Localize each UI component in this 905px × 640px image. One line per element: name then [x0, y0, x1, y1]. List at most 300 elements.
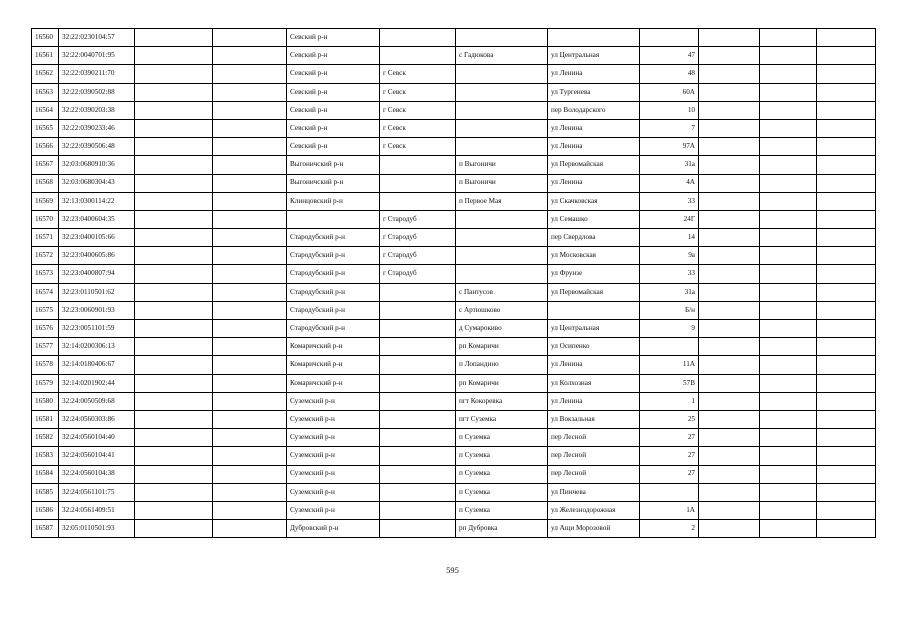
house-number-cell: 31а [640, 283, 699, 301]
settlement-cell: с Пантусов [456, 283, 548, 301]
district-cell: Севский р-н [287, 29, 380, 47]
cadastral-number-cell: 32:23:0051101:59 [59, 320, 135, 338]
empty-cell [760, 83, 817, 101]
street-cell: ул Московская [548, 247, 640, 265]
table-row [32, 338, 876, 356]
empty-cell [699, 229, 760, 247]
town-cell [380, 429, 456, 447]
record-number-cell: 16575 [32, 301, 59, 319]
empty-cell [699, 65, 760, 83]
empty-cell [699, 156, 760, 174]
empty-cell [213, 156, 287, 174]
empty-cell [817, 392, 876, 410]
table-body [32, 29, 876, 538]
empty-cell [135, 138, 213, 156]
settlement-cell: п Лопандино [456, 356, 548, 374]
town-cell [380, 338, 456, 356]
record-number-cell: 16566 [32, 138, 59, 156]
empty-cell [135, 265, 213, 283]
table-row [32, 47, 876, 65]
street-cell: ул Ащи Морозовой [548, 520, 640, 538]
house-number-cell: 24Г [640, 210, 699, 228]
settlement-cell [456, 65, 548, 83]
table-row [32, 447, 876, 465]
record-number-cell: 16582 [32, 429, 59, 447]
street-cell: пер Лесной [548, 429, 640, 447]
house-number-cell: 33 [640, 265, 699, 283]
cadastral-number-cell: 32:23:0400807:94 [59, 265, 135, 283]
empty-cell [135, 501, 213, 519]
empty-cell [135, 229, 213, 247]
empty-cell [817, 447, 876, 465]
empty-cell [699, 47, 760, 65]
empty-cell [699, 138, 760, 156]
cadastral-number-cell: 32:24:0561409:51 [59, 501, 135, 519]
settlement-cell: д Сумарокиво [456, 320, 548, 338]
cadastral-number-cell: 32:03:0680304:43 [59, 174, 135, 192]
empty-cell [699, 174, 760, 192]
table-row [32, 210, 876, 228]
empty-cell [817, 483, 876, 501]
house-number-cell: 27 [640, 447, 699, 465]
settlement-cell: рп Дубровка [456, 520, 548, 538]
town-cell [380, 356, 456, 374]
town-cell: г Стародуб [380, 229, 456, 247]
empty-cell [760, 356, 817, 374]
empty-cell [760, 392, 817, 410]
empty-cell [699, 447, 760, 465]
empty-cell [817, 101, 876, 119]
settlement-cell: п Суземка [456, 501, 548, 519]
empty-cell [213, 520, 287, 538]
cadastral-number-cell: 32:03:0680910:36 [59, 156, 135, 174]
empty-cell [760, 283, 817, 301]
empty-cell [760, 520, 817, 538]
record-number-cell: 16580 [32, 392, 59, 410]
table-row [32, 283, 876, 301]
table-row [32, 119, 876, 137]
town-cell [380, 392, 456, 410]
empty-cell [760, 374, 817, 392]
empty-cell [817, 65, 876, 83]
empty-cell [817, 174, 876, 192]
record-number-cell: 16561 [32, 47, 59, 65]
settlement-cell: п Выгоничи [456, 156, 548, 174]
cadastral-number-cell: 32:23:0060901:93 [59, 301, 135, 319]
empty-cell [760, 229, 817, 247]
house-number-cell: 48 [640, 65, 699, 83]
cadastral-number-cell: 32:24:0560303:86 [59, 410, 135, 428]
town-cell [380, 192, 456, 210]
street-cell [548, 29, 640, 47]
empty-cell [699, 338, 760, 356]
street-cell: пер Володарского [548, 101, 640, 119]
settlement-cell [456, 229, 548, 247]
district-cell: Суземский р-н [287, 465, 380, 483]
district-cell: Клинцовский р-н [287, 192, 380, 210]
street-cell: ул Первомайская [548, 156, 640, 174]
empty-cell [135, 374, 213, 392]
record-number-cell: 16568 [32, 174, 59, 192]
district-cell: Севский р-н [287, 47, 380, 65]
town-cell [380, 374, 456, 392]
district-cell: Дубровский р-н [287, 520, 380, 538]
table-row [32, 429, 876, 447]
empty-cell [817, 356, 876, 374]
empty-cell [760, 301, 817, 319]
table-row [32, 320, 876, 338]
empty-cell [760, 156, 817, 174]
empty-cell [760, 320, 817, 338]
town-cell [380, 465, 456, 483]
district-cell: Севский р-н [287, 138, 380, 156]
street-cell: ул Ленина [548, 174, 640, 192]
empty-cell [213, 483, 287, 501]
empty-cell [135, 101, 213, 119]
cadastral-number-cell: 32:24:0560104:38 [59, 465, 135, 483]
town-cell [380, 447, 456, 465]
empty-cell [213, 392, 287, 410]
settlement-cell: п Суземка [456, 447, 548, 465]
cadastral-number-cell: 32:22:0040701:95 [59, 47, 135, 65]
settlement-cell: п Суземка [456, 429, 548, 447]
district-cell: Стародубский р-н [287, 283, 380, 301]
empty-cell [760, 119, 817, 137]
empty-cell [213, 138, 287, 156]
street-cell: ул Вокзальная [548, 410, 640, 428]
house-number-cell: 27 [640, 465, 699, 483]
empty-cell [760, 29, 817, 47]
empty-cell [213, 356, 287, 374]
empty-cell [699, 501, 760, 519]
empty-cell [699, 392, 760, 410]
record-number-cell: 16576 [32, 320, 59, 338]
record-number-cell: 16570 [32, 210, 59, 228]
table-row [32, 374, 876, 392]
empty-cell [213, 429, 287, 447]
empty-cell [699, 301, 760, 319]
house-number-cell: 25 [640, 410, 699, 428]
record-number-cell: 16579 [32, 374, 59, 392]
table-row [32, 83, 876, 101]
record-number-cell: 16578 [32, 356, 59, 374]
house-number-cell: 33 [640, 192, 699, 210]
empty-cell [135, 429, 213, 447]
street-cell: ул Колхозная [548, 374, 640, 392]
empty-cell [699, 192, 760, 210]
empty-cell [760, 101, 817, 119]
empty-cell [760, 410, 817, 428]
settlement-cell: рп Комаричи [456, 374, 548, 392]
town-cell [380, 301, 456, 319]
empty-cell [817, 429, 876, 447]
empty-cell [760, 501, 817, 519]
cadastral-number-cell: 32:23:0400605:86 [59, 247, 135, 265]
house-number-cell: 57В [640, 374, 699, 392]
empty-cell [213, 501, 287, 519]
house-number-cell: 47 [640, 47, 699, 65]
table-row [32, 101, 876, 119]
cadastral-number-cell: 32:22:0390506:48 [59, 138, 135, 156]
record-number-cell: 16572 [32, 247, 59, 265]
table-row [32, 247, 876, 265]
empty-cell [817, 265, 876, 283]
settlement-cell [456, 83, 548, 101]
cadastral-number-cell: 32:14:0180406:67 [59, 356, 135, 374]
table-row [32, 229, 876, 247]
empty-cell [817, 156, 876, 174]
town-cell [380, 520, 456, 538]
empty-cell [213, 301, 287, 319]
empty-cell [699, 247, 760, 265]
empty-cell [699, 265, 760, 283]
empty-cell [135, 210, 213, 228]
settlement-cell [456, 210, 548, 228]
empty-cell [213, 47, 287, 65]
street-cell: пер Лесной [548, 447, 640, 465]
table-row [32, 520, 876, 538]
empty-cell [135, 483, 213, 501]
empty-cell [135, 447, 213, 465]
empty-cell [135, 156, 213, 174]
cadastral-number-cell: 32:24:0560104:40 [59, 429, 135, 447]
table-row [32, 29, 876, 47]
district-cell: Стародубский р-н [287, 301, 380, 319]
cadastral-number-cell: 32:24:0050509:68 [59, 392, 135, 410]
settlement-cell: с Гадюкова [456, 47, 548, 65]
table-row [32, 465, 876, 483]
empty-cell [699, 429, 760, 447]
town-cell [380, 29, 456, 47]
cadastral-number-cell: 32:22:0390502:88 [59, 83, 135, 101]
empty-cell [699, 320, 760, 338]
empty-cell [760, 447, 817, 465]
settlement-cell: п Суземка [456, 465, 548, 483]
town-cell [380, 156, 456, 174]
district-cell: Стародубский р-н [287, 265, 380, 283]
empty-cell [817, 501, 876, 519]
page-number: 595 [446, 565, 459, 575]
house-number-cell: 97А [640, 138, 699, 156]
empty-cell [213, 447, 287, 465]
street-cell: ул Центральная [548, 47, 640, 65]
empty-cell [699, 520, 760, 538]
empty-cell [213, 174, 287, 192]
settlement-cell [456, 265, 548, 283]
cadastral-number-cell: 32:13:0300114:22 [59, 192, 135, 210]
empty-cell [135, 29, 213, 47]
record-number-cell: 16560 [32, 29, 59, 47]
record-number-cell: 16567 [32, 156, 59, 174]
table-row [32, 174, 876, 192]
town-cell [380, 410, 456, 428]
cadastral-number-cell: 32:22:0390233:46 [59, 119, 135, 137]
house-number-cell: 7 [640, 119, 699, 137]
record-number-cell: 16564 [32, 101, 59, 119]
cadastral-number-cell: 32:05:0110501:93 [59, 520, 135, 538]
empty-cell [817, 465, 876, 483]
record-number-cell: 16565 [32, 119, 59, 137]
table-row [32, 410, 876, 428]
settlement-cell: пгт Кокоревка [456, 392, 548, 410]
empty-cell [213, 410, 287, 428]
empty-cell [213, 29, 287, 47]
house-number-cell: 11А [640, 356, 699, 374]
table-row [32, 192, 876, 210]
empty-cell [817, 138, 876, 156]
empty-cell [760, 465, 817, 483]
house-number-cell: 14 [640, 229, 699, 247]
empty-cell [135, 392, 213, 410]
house-number-cell: 1А [640, 501, 699, 519]
cadastral-number-cell: 32:23:0400604:35 [59, 210, 135, 228]
empty-cell [817, 283, 876, 301]
empty-cell [699, 356, 760, 374]
town-cell: г Севск [380, 119, 456, 137]
street-cell: ул Скачковская [548, 192, 640, 210]
house-number-cell [640, 483, 699, 501]
cadastral-number-cell: 32:23:0400105:66 [59, 229, 135, 247]
record-number-cell: 16586 [32, 501, 59, 519]
town-cell [380, 501, 456, 519]
empty-cell [213, 265, 287, 283]
record-number-cell: 16584 [32, 465, 59, 483]
empty-cell [760, 65, 817, 83]
street-cell: ул Ленина [548, 65, 640, 83]
street-cell: ул Железнодорожная [548, 501, 640, 519]
empty-cell [817, 119, 876, 137]
house-number-cell: 27 [640, 429, 699, 447]
settlement-cell: п Первое Мая [456, 192, 548, 210]
cadastral-number-cell: 32:14:0200306:13 [59, 338, 135, 356]
district-cell: Стародубский р-н [287, 320, 380, 338]
town-cell: г Стародуб [380, 265, 456, 283]
town-cell [380, 483, 456, 501]
street-cell: ул Ленина [548, 356, 640, 374]
house-number-cell [640, 29, 699, 47]
table-row [32, 356, 876, 374]
empty-cell [135, 520, 213, 538]
record-number-cell: 16563 [32, 83, 59, 101]
empty-cell [817, 320, 876, 338]
empty-cell [817, 210, 876, 228]
district-cell: Комаричский р-н [287, 356, 380, 374]
empty-cell [213, 283, 287, 301]
empty-cell [760, 429, 817, 447]
district-cell: Стародубский р-н [287, 229, 380, 247]
town-cell [380, 174, 456, 192]
district-cell: Суземский р-н [287, 410, 380, 428]
property-register-table [31, 28, 876, 538]
empty-cell [760, 210, 817, 228]
table-row [32, 65, 876, 83]
empty-cell [699, 101, 760, 119]
cadastral-number-cell: 32:22:0390211:70 [59, 65, 135, 83]
empty-cell [135, 192, 213, 210]
empty-cell [213, 192, 287, 210]
empty-cell [135, 465, 213, 483]
cadastral-number-cell: 32:22:0230104:57 [59, 29, 135, 47]
town-cell: г Севск [380, 83, 456, 101]
house-number-cell: 1 [640, 392, 699, 410]
district-cell: Суземский р-н [287, 447, 380, 465]
empty-cell [817, 338, 876, 356]
settlement-cell: рп Комаричи [456, 338, 548, 356]
empty-cell [817, 83, 876, 101]
settlement-cell [456, 138, 548, 156]
house-number-cell: Б/н [640, 301, 699, 319]
empty-cell [817, 192, 876, 210]
empty-cell [213, 210, 287, 228]
street-cell: ул Ленина [548, 119, 640, 137]
empty-cell [135, 247, 213, 265]
district-cell [287, 210, 380, 228]
table-row [32, 138, 876, 156]
house-number-cell: 9 [640, 320, 699, 338]
empty-cell [817, 247, 876, 265]
street-cell [548, 301, 640, 319]
table-row [32, 501, 876, 519]
district-cell: Суземский р-н [287, 483, 380, 501]
empty-cell [135, 283, 213, 301]
house-number-cell: 4А [640, 174, 699, 192]
street-cell: ул Ленина [548, 138, 640, 156]
empty-cell [213, 83, 287, 101]
house-number-cell [640, 338, 699, 356]
empty-cell [699, 465, 760, 483]
empty-cell [817, 47, 876, 65]
table-row [32, 392, 876, 410]
empty-cell [135, 356, 213, 374]
empty-cell [213, 101, 287, 119]
district-cell: Севский р-н [287, 119, 380, 137]
empty-cell [760, 174, 817, 192]
empty-cell [699, 210, 760, 228]
record-number-cell: 16569 [32, 192, 59, 210]
cadastral-number-cell: 32:24:0560104:41 [59, 447, 135, 465]
town-cell: г Севск [380, 101, 456, 119]
settlement-cell: п Суземка [456, 483, 548, 501]
empty-cell [699, 410, 760, 428]
empty-cell [699, 283, 760, 301]
settlement-cell: с Артюшково [456, 301, 548, 319]
district-cell: Севский р-н [287, 65, 380, 83]
table-row [32, 301, 876, 319]
table-row [32, 265, 876, 283]
empty-cell [699, 483, 760, 501]
cadastral-number-cell: 32:22:0390203:38 [59, 101, 135, 119]
empty-cell [760, 247, 817, 265]
empty-cell [135, 119, 213, 137]
street-cell: ул Фрунзе [548, 265, 640, 283]
empty-cell [760, 138, 817, 156]
district-cell: Стародубский р-н [287, 247, 380, 265]
settlement-cell: пгт Суземка [456, 410, 548, 428]
settlement-cell [456, 101, 548, 119]
record-number-cell: 16577 [32, 338, 59, 356]
house-number-cell: 2 [640, 520, 699, 538]
empty-cell [817, 29, 876, 47]
settlement-cell [456, 29, 548, 47]
street-cell: ул Тургенева [548, 83, 640, 101]
town-cell: г Стародуб [380, 210, 456, 228]
town-cell [380, 283, 456, 301]
empty-cell [699, 83, 760, 101]
empty-cell [213, 119, 287, 137]
settlement-cell [456, 119, 548, 137]
empty-cell [817, 410, 876, 428]
empty-cell [817, 520, 876, 538]
